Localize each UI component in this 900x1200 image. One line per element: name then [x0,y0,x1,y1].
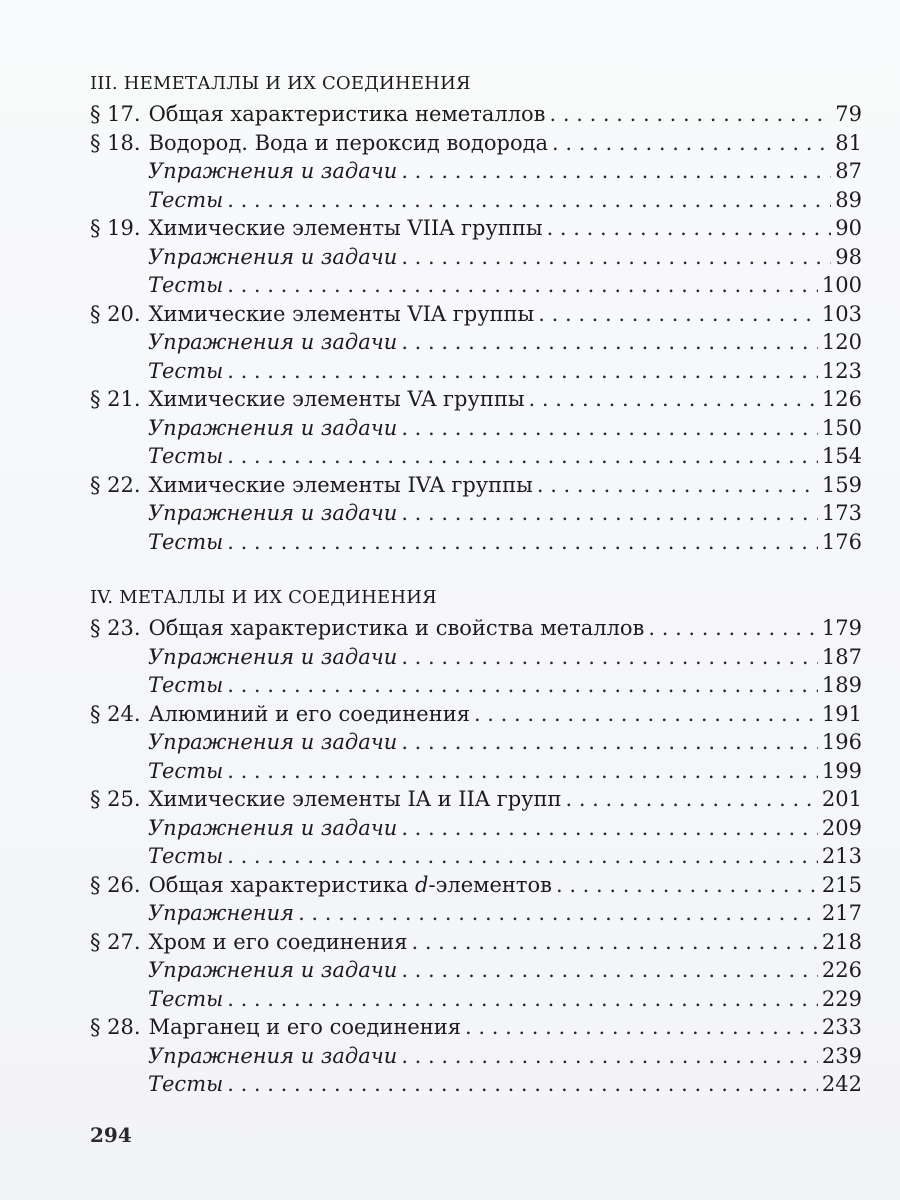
dot-leader [401,243,831,272]
toc-subentry[interactable] [90,671,862,700]
toc-entry[interactable] [90,471,862,500]
toc-subentry[interactable] [90,1070,862,1099]
dot-leader [474,700,818,729]
entry-page-number: 217 [821,901,862,925]
dot-leader [401,1042,818,1071]
dot-leader [565,785,817,814]
entry-title: Общая характеристика и свойства металлов [148,616,645,640]
entry-title: Химические элементы IA и IIA групп [148,787,562,811]
toc-subentry[interactable] [90,271,862,300]
dot-leader [227,671,818,700]
toc-subentry[interactable] [90,842,862,871]
toc-subentry[interactable] [90,243,862,272]
dot-leader [227,1070,818,1099]
entry-title: Упражнения и задачи [148,815,398,840]
dot-leader [401,414,818,443]
paragraph-number: § 23. [90,616,141,640]
entry-title: Упражнения [148,901,295,925]
toc-subentry[interactable] [90,357,862,386]
paragraph-number: § 19. [90,216,141,240]
entry-title: Упражнения и задачи [148,1043,398,1068]
dot-leader [401,643,818,672]
entry-page-number: 199 [821,758,862,783]
toc-entry[interactable] [90,129,862,158]
entry-title: Упражнения и задачи [148,244,398,269]
entry-title: Тесты [148,1072,224,1096]
dot-leader [550,100,832,129]
paragraph-number: § 21. [90,387,141,411]
entry-title: Тесты [148,986,224,1011]
dot-leader [529,385,818,414]
section-gap [90,556,862,584]
toc-subentry[interactable] [90,328,862,357]
entry-page-number: 103 [821,301,862,326]
toc-subentry[interactable] [90,499,862,528]
toc-entry[interactable] [90,385,862,414]
entry-title: Химические элементы VA группы [148,387,525,411]
dot-leader [401,728,818,757]
entry-title: Тесты [148,444,224,468]
dot-leader [401,157,831,186]
paragraph-number: § 17. [90,102,141,126]
dot-leader [648,614,818,643]
entry-title: Тесты [148,358,224,383]
dot-leader [227,528,818,557]
entry-page-number: 81 [835,130,862,155]
paragraph-number: § 26. [90,872,141,897]
dot-leader [401,328,818,357]
toc-subentry[interactable] [90,528,862,557]
dot-leader [552,129,831,158]
entry-page-number: 87 [835,159,862,183]
entry-page-number: 159 [821,472,862,497]
paragraph-number: § 20. [90,301,141,326]
dot-leader [227,271,818,300]
toc-subentry[interactable] [90,414,862,443]
dot-leader [227,357,818,386]
paragraph-number: § 27. [90,929,141,954]
entry-title: Упражнения и задачи [148,415,398,440]
entry-page-number: 179 [821,616,862,640]
dot-leader [538,300,818,329]
toc-subentry[interactable] [90,956,862,985]
toc-entry[interactable] [90,614,862,643]
entry-page-number: 123 [821,358,862,383]
entry-title: Водород. Вода и пероксид водорода [148,130,549,155]
toc-subentry[interactable] [90,757,862,786]
paragraph-number: § 25. [90,787,141,811]
dot-leader [411,928,817,957]
dot-leader [537,471,818,500]
toc-subentry[interactable] [90,985,862,1014]
dot-leader [556,871,818,900]
entry-title: Тесты [148,758,224,783]
entry-page-number: 189 [821,673,862,697]
entry-page-number: 233 [821,1015,862,1039]
toc-entry[interactable] [90,871,862,900]
toc-entry[interactable] [90,214,862,243]
entry-title: Хром и его соединения [148,929,408,954]
toc-subentry[interactable] [90,643,862,672]
entry-page-number: 90 [835,216,862,240]
entry-title: Упражнения и задачи [148,644,398,669]
entry-page-number: 191 [821,701,862,726]
paragraph-number: § 18. [90,130,141,155]
entry-page-number: 98 [835,244,862,269]
toc-subentry[interactable] [90,186,862,215]
entry-title: Упражнения и задачи [148,330,398,354]
toc-subentry[interactable] [90,899,862,928]
toc-subentry[interactable] [90,1042,862,1071]
entry-title: Упражнения и задачи [148,730,398,754]
entry-title: Тесты [148,673,224,697]
toc-subentry[interactable] [90,442,862,471]
entry-page-number: 187 [821,644,862,669]
entry-title: Химические элементы VIA группы [148,301,535,326]
toc-subentry[interactable] [90,728,862,757]
entry-title: Общая характеристика неметаллов [148,102,546,126]
section-heading: III. НЕМЕТАЛЛЫ И ИХ СОЕДИНЕНИЯ [90,73,471,94]
dot-leader [465,1013,818,1042]
paragraph-number: § 28. [90,1015,141,1039]
section-heading: IV. МЕТАЛЛЫ И ИХ СОЕДИНЕНИЯ [90,587,437,608]
table-of-contents [90,70,862,1099]
paragraph-number: § 24. [90,701,141,726]
entry-title: Тесты [148,529,224,554]
dot-leader [401,499,818,528]
entry-title: Марганец и его соединения [148,1015,462,1039]
entry-page-number: 226 [821,958,862,982]
entry-page-number: 229 [821,986,862,1011]
entry-page-number: 100 [821,273,862,297]
page-number: 294 [90,1123,132,1147]
entry-title: Тесты [148,187,224,212]
entry-page-number: 154 [821,444,862,468]
entry-page-number: 79 [835,102,862,126]
entry-page-number: 196 [821,730,862,754]
dot-leader [227,442,818,471]
entry-page-number: 242 [821,1072,862,1096]
dot-leader [227,985,818,1014]
entry-page-number: 89 [835,187,862,212]
entry-page-number: 218 [821,929,862,954]
entry-title: Упражнения и задачи [148,501,398,525]
toc-entry[interactable] [90,300,862,329]
toc-entry[interactable] [90,1013,862,1042]
entry-page-number: 150 [821,415,862,440]
dot-leader [227,186,831,215]
dot-leader [401,814,818,843]
entry-page-number: 213 [821,844,862,868]
entry-title: Тесты [148,844,224,868]
entry-page-number: 209 [821,815,862,840]
toc-entry[interactable] [90,700,862,729]
entry-title: Упражнения и задачи [148,159,398,183]
entry-title: Общая характеристика d-элементов [148,872,552,897]
dot-leader [547,214,832,243]
entry-page-number: 126 [821,387,862,411]
toc-entry[interactable] [90,928,862,957]
entry-page-number: 173 [821,501,862,525]
entry-title: Тесты [148,273,224,297]
toc-entry[interactable] [90,785,862,814]
toc-subentry[interactable] [90,814,862,843]
entry-title: Химические элементы VIIA группы [148,216,543,240]
toc-subentry[interactable] [90,157,862,186]
dot-leader [227,842,818,871]
toc-entry[interactable] [90,100,862,129]
paragraph-number: § 22. [90,472,141,497]
entry-page-number: 201 [821,787,862,811]
entry-page-number: 120 [821,330,862,354]
entry-title: Упражнения и задачи [148,958,398,982]
entry-title: Химические элементы IVA группы [148,472,533,497]
dot-leader [227,757,818,786]
dot-leader [401,956,818,985]
entry-page-number: 176 [821,529,862,554]
entry-page-number: 239 [821,1043,862,1068]
dot-leader [298,899,818,928]
entry-page-number: 215 [821,872,862,897]
entry-title: Алюминий и его соединения [148,701,470,726]
